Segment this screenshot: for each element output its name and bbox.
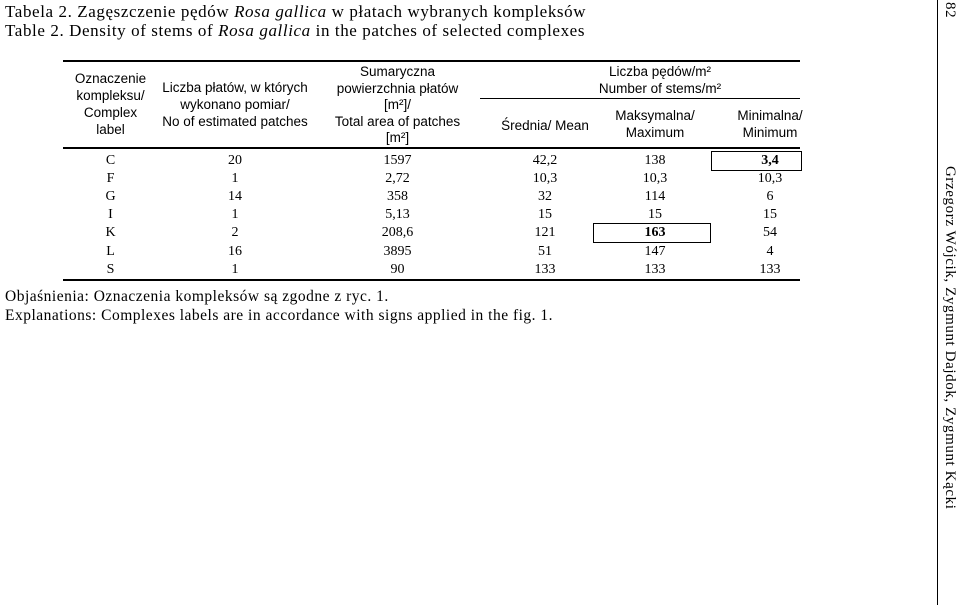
cell-max: 163: [644, 225, 666, 241]
cell-patches: 1: [231, 207, 239, 223]
cell-max: 114: [644, 189, 666, 205]
cell-label: S: [106, 261, 115, 277]
cell-patches: 1: [231, 261, 239, 277]
cell-mean: 32: [538, 189, 552, 205]
cell-mean: 51: [538, 243, 552, 259]
note-en: Explanations: Complexes labels are in accordance with signs applied in the fig. 1.: [5, 307, 554, 324]
cell-area: 90: [390, 261, 405, 277]
cell-mean: 121: [534, 225, 556, 241]
cell-min: 15: [763, 207, 777, 223]
cell-min: 6: [766, 189, 774, 205]
cell-area: 3895: [383, 243, 412, 259]
cell-max: 133: [644, 261, 666, 277]
header-patches: Liczba płatów, w których wykonano pomiar/ No of estimated patches: [162, 80, 308, 129]
species-name: Rosa gallica: [234, 2, 327, 21]
header-area: Sumaryczna powierzchnia płatów [m²]/ Total area of patches [m²]: [334, 64, 461, 145]
cell-label: K: [105, 225, 116, 241]
header-min: Minimalna/ Minimum: [737, 108, 803, 140]
highlight-box-min-c: [711, 151, 802, 171]
cell-area: 2,72: [385, 171, 410, 187]
cell-max: 147: [644, 243, 666, 259]
cell-label: F: [106, 171, 115, 187]
cell-mean: 15: [538, 207, 552, 223]
running-authors: Grzegorz Wójcik, Zygmunt Dajdok, Zygmunt Kącki: [942, 166, 958, 510]
table-caption-pl: Tabela 2. Zagęszczenie pędów Rosa gallica w płatach wybranych kompleksów: [5, 2, 587, 21]
cell-label: G: [105, 189, 116, 205]
sidebar-rule: [937, 0, 938, 605]
cell-area: 1597: [383, 153, 412, 168]
header-density-group: Liczba pędów/m² Number of stems/m²: [598, 64, 722, 96]
cell-max: 10,3: [642, 171, 668, 187]
page-number: 82: [942, 2, 958, 19]
cell-min: 10,3: [757, 171, 783, 187]
cell-area: 5,13: [385, 207, 410, 223]
species-name: Rosa gallica: [218, 21, 311, 40]
note-pl: Objaśnienia: Oznaczenia kompleksów są zgodne z ryc. 1.: [5, 288, 389, 305]
cell-min: 133: [759, 261, 781, 277]
cell-min: 3,4: [761, 153, 779, 168]
highlight-box-max-k: [593, 223, 711, 243]
header-mean: Średnia/ Mean: [501, 118, 589, 133]
cell-mean: 42,2: [532, 153, 558, 168]
cell-area: 208,6: [381, 225, 414, 241]
cell-label: C: [105, 153, 116, 168]
header-complex: Oznaczenie kompleksu/ Complex label: [74, 71, 147, 137]
table-caption-en: Table 2. Density of stems of Rosa gallica in the patches of selected complexes: [5, 21, 586, 40]
table-bottom-rule: [63, 279, 800, 281]
cell-max: 138: [644, 153, 666, 168]
density-group-rule: [480, 98, 800, 99]
cell-label: I: [108, 207, 113, 223]
cell-mean: 10,3: [532, 171, 558, 187]
cell-patches: 1: [231, 171, 239, 187]
cell-min: 54: [763, 225, 777, 241]
header-bottom-rule: [63, 147, 800, 149]
cell-patches: 2: [231, 225, 239, 241]
cell-patches: 20: [228, 153, 242, 168]
table-top-rule: [63, 60, 800, 62]
cell-max: 15: [648, 207, 662, 223]
header-max: Maksymalna/ Maximum: [615, 108, 695, 140]
cell-min: 4: [766, 243, 774, 259]
cell-patches: 16: [228, 243, 242, 259]
cell-area: 358: [387, 189, 408, 205]
cell-label: L: [106, 243, 115, 259]
cell-mean: 133: [534, 261, 556, 277]
cell-patches: 14: [228, 189, 242, 205]
